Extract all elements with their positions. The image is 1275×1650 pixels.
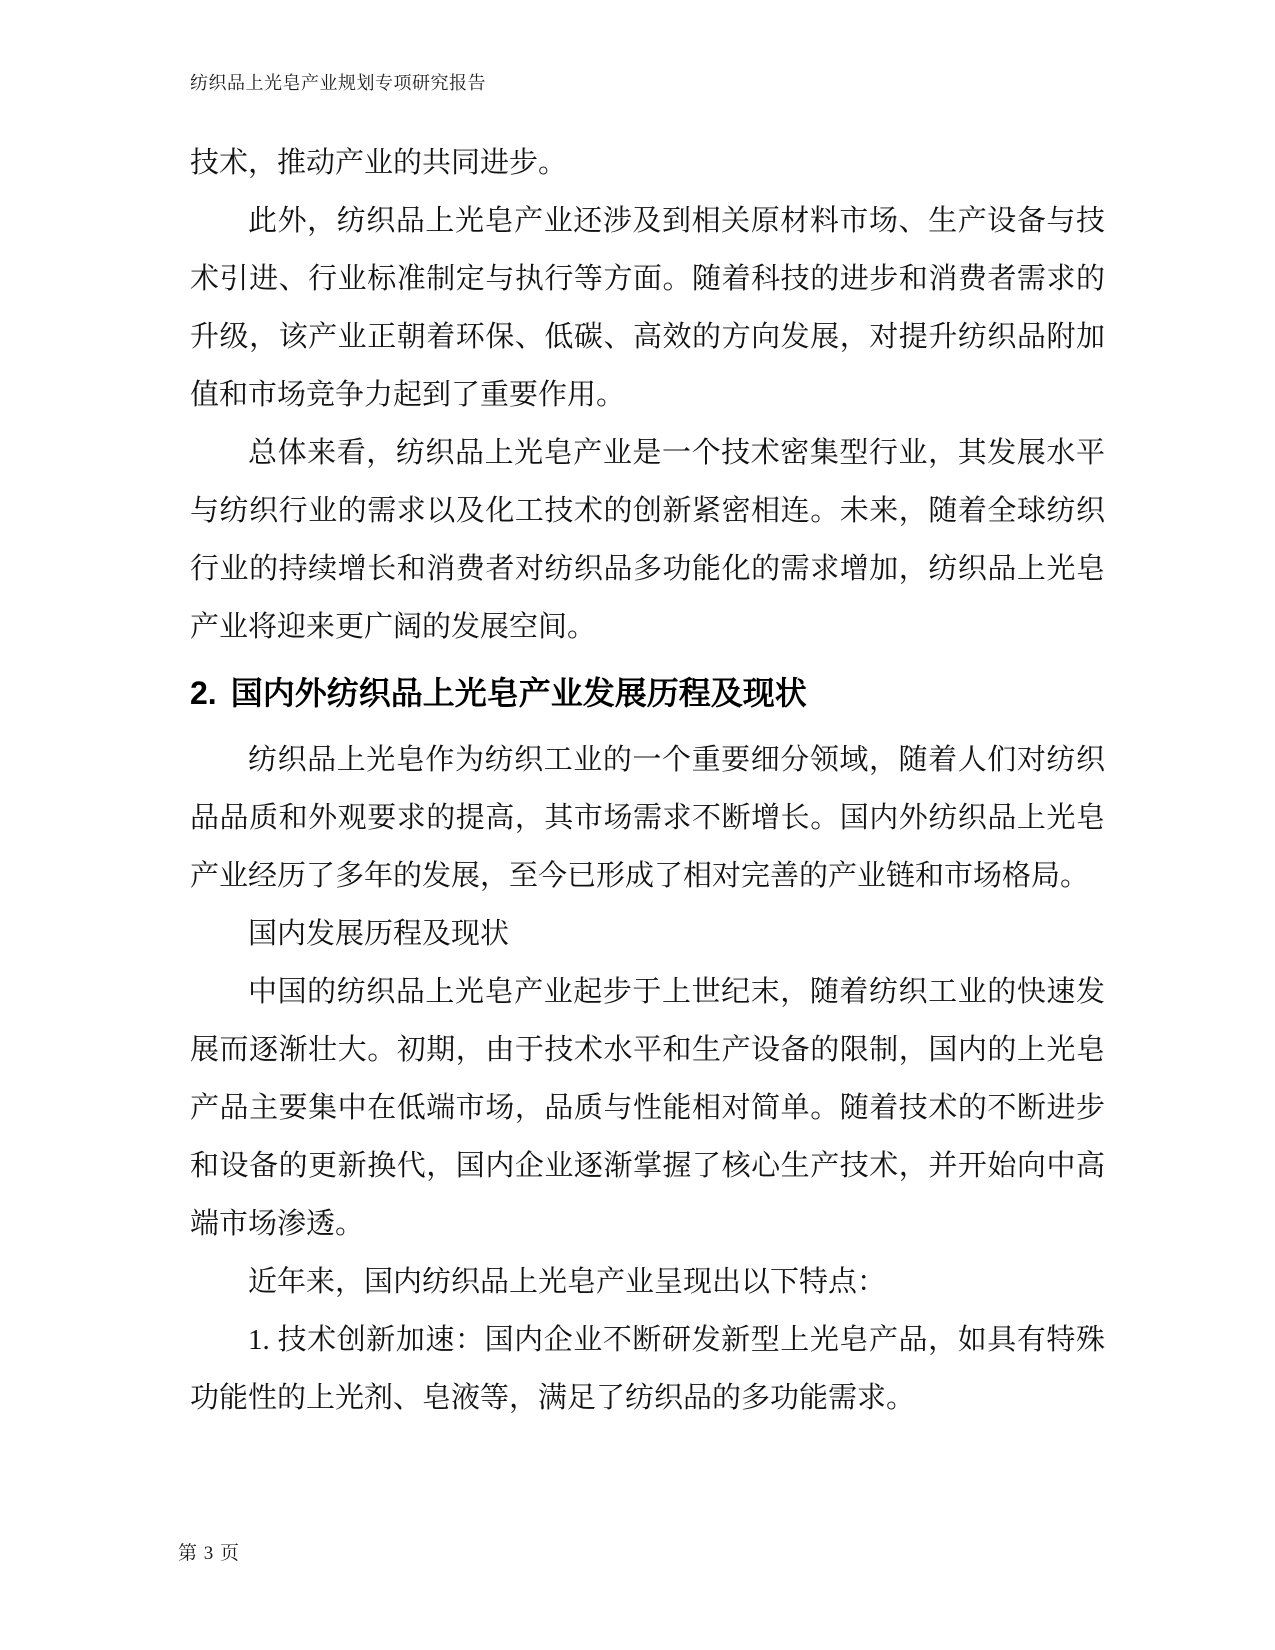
section-heading-number: 2. — [190, 675, 217, 711]
paragraph: 此外，纺织品上光皂产业还涉及到相关原材料市场、生产设备与技术引进、行业标准制定与执行等方面。随着科技的进步和消费者需求的升级，该产业正朝着环保、低碳、高效的方向发展，对提升纺织品附加值和市场竞争力起到了重要作用。 — [190, 205, 1105, 411]
paragraph: 国内发展历程及现状 — [248, 918, 510, 950]
paragraph: 纺织品上光皂作为纺织工业的一个重要细分领域，随着人们对纺织品品质和外观要求的提高，其市场需求不断增长。国内外纺织品上光皂产业经历了多年的发展，至今已形成了相对完善的产业链和市场格局。 — [190, 744, 1105, 892]
paragraph-continuation: 技术，推动产业的共同进步。 — [190, 147, 568, 179]
paragraph: 1. 技术创新加速：国内企业不断研发新型上光皂产品，如具有特殊功能性的上光剂、皂液等，满足了纺织品的多功能需求。 — [190, 1324, 1105, 1414]
paragraph: 中国的纺织品上光皂产业起步于上世纪末，随着纺织工业的快速发展而逐渐壮大。初期，由于技术水平和生产设备的限制，国内的上光皂产品主要集中在低端市场，品质与性能相对简单。随着技术的不断进步和设备的更新换代，国内企业逐渐掌握了核心生产技术，并开始向中高端市场渗透。 — [190, 976, 1105, 1240]
page-header-title: 纺织品上光皂产业规划专项研究报告 — [190, 73, 486, 93]
document-body — [190, 134, 1105, 1427]
section-heading — [190, 661, 1105, 725]
section-heading-text: 国内外纺织品上光皂产业发展历程及现状 — [230, 675, 807, 711]
paragraph: 近年来，国内纺织品上光皂产业呈现出以下特点： — [248, 1266, 887, 1298]
page-number-footer: 第 3 页 — [178, 1543, 241, 1564]
paragraph: 总体来看，纺织品上光皂产业是一个技术密集型行业，其发展水平与纺织行业的需求以及化工技术的创新紧密相连。未来，随着全球纺织行业的持续增长和消费者对纺织品多功能化的需求增加，纺织品上光皂产业将迎来更广阔的发展空间。 — [190, 437, 1105, 643]
